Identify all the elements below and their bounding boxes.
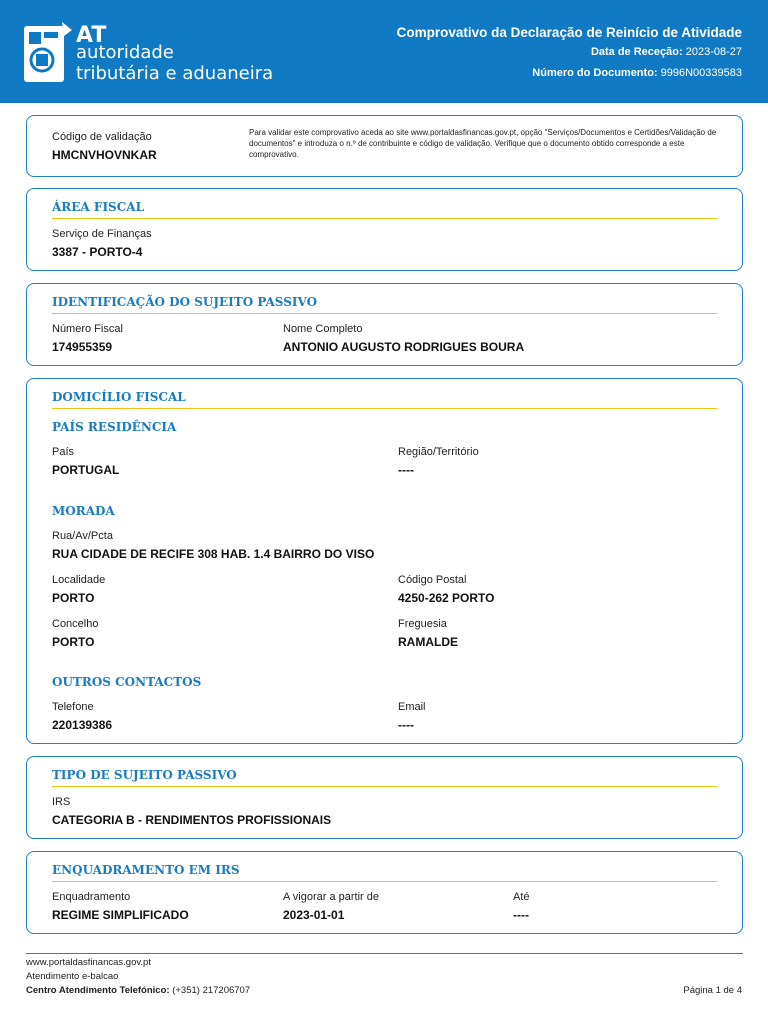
morada-title: MORADA <box>52 504 115 518</box>
reception-date-value: 2023-08-27 <box>685 46 742 58</box>
localidade-label: Localidade <box>52 574 106 586</box>
freguesia-value: RAMALDE <box>398 635 458 649</box>
servico-value: 3387 - PORTO-4 <box>52 245 143 259</box>
pais-value: PORTUGAL <box>52 463 120 477</box>
identificacao-title: IDENTIFICAÇÃO DO SUJEITO PASSIVO <box>52 295 318 309</box>
rua-value: RUA CIDADE DE RECIFE 308 HAB. 1.4 BAIRRO DO VISO <box>52 547 375 561</box>
divider <box>52 218 717 219</box>
pais-residencia-title: PAÍS RESIDÊNCIA <box>52 420 177 434</box>
telefone-value: 220139386 <box>52 718 113 732</box>
document-number-label: Número do Documento: <box>532 67 658 79</box>
nome-label: Nome Completo <box>283 323 363 335</box>
reception-date <box>591 46 742 58</box>
contactos-title: OUTROS CONTACTOS <box>52 675 202 689</box>
vigor-label: A vigorar a partir de <box>283 891 379 903</box>
enquadramento-title: ENQUADRAMENTO EM IRS <box>52 863 240 877</box>
at-logo-icon <box>24 22 72 86</box>
domicilio-title: DOMICÍLIO FISCAL <box>52 390 186 404</box>
pais-label: País <box>52 446 75 458</box>
concelho-label: Concelho <box>52 618 99 630</box>
nif-label: Número Fiscal <box>52 323 123 335</box>
footer-centro <box>26 985 250 996</box>
footer-site-link[interactable]: www.portaldasfinancas.gov.pt <box>26 957 151 968</box>
enquadramento-value: REGIME SIMPLIFICADO <box>52 908 189 922</box>
area-fiscal-title: ÁREA FISCAL <box>52 200 145 214</box>
enquadramento-label: Enquadramento <box>52 891 131 903</box>
codigo-postal-label: Código Postal <box>398 574 467 586</box>
footer-centro-label: Centro Atendimento Telefónico: <box>26 985 170 996</box>
rua-label: Rua/Av/Pcta <box>52 530 113 542</box>
enquadramento-card <box>26 851 743 934</box>
validation-code: HMCNVHOVNKAR <box>52 148 157 162</box>
domicilio-card <box>26 378 743 744</box>
divider <box>52 881 717 882</box>
email-value: ---- <box>398 718 414 732</box>
area-fiscal-card <box>26 188 743 271</box>
page-number: Página 1 de 4 <box>683 985 742 996</box>
localidade-value: PORTO <box>52 591 95 605</box>
nome-value: ANTONIO AUGUSTO RODRIGUES BOURA <box>283 340 525 354</box>
divider <box>52 408 717 409</box>
concelho-value: PORTO <box>52 635 95 649</box>
irs-value: CATEGORIA B - RENDIMENTOS PROFISSIONAIS <box>52 813 332 827</box>
regiao-value: ---- <box>398 463 414 477</box>
telefone-label: Telefone <box>52 701 94 713</box>
nif-value: 174955359 <box>52 340 113 354</box>
page-header <box>0 0 768 103</box>
footer-atendimento: Atendimento e-balcao <box>26 971 119 982</box>
validation-instructions: Para validar este comprovativo aceda ao site www.portaldasfinancas.gov.pt, opção "Serviços/Documentos e Certidões/Validação de documentos" e introduza o n.º de contribuinte e código de validação. Verifique que o documento obtido corresponde a este comprovativo. <box>249 128 717 159</box>
codigo-postal-value: 4250-262 PORTO <box>398 591 495 605</box>
logo-at-text: AT <box>76 23 107 48</box>
irs-label: IRS <box>52 796 71 808</box>
divider <box>52 786 717 787</box>
document-title: Comprovativo da Declaração de Reinício de Atividade <box>396 25 742 40</box>
footer-divider <box>26 953 743 954</box>
validation-label: Código de validação <box>52 131 152 143</box>
tipo-sujeito-title: TIPO DE SUJEITO PASSIVO <box>52 768 237 782</box>
freguesia-label: Freguesia <box>398 618 447 630</box>
servico-label: Serviço de Finanças <box>52 228 152 240</box>
email-label: Email <box>398 701 426 713</box>
document-number <box>532 67 742 79</box>
document-number-value: 9996N00339583 <box>660 67 742 79</box>
tipo-sujeito-card <box>26 756 743 839</box>
logo-line2: tributária e aduaneira <box>76 63 274 84</box>
identificacao-card <box>26 283 743 366</box>
regiao-label: Região/Território <box>398 446 479 458</box>
ate-value: ---- <box>513 908 529 922</box>
reception-date-label: Data de Receção: <box>590 46 683 58</box>
ate-label: Até <box>513 891 530 903</box>
validation-card <box>26 115 743 177</box>
footer-centro-value: (+351) 217206707 <box>172 985 251 996</box>
logo-line1: autoridade <box>76 42 174 63</box>
divider <box>52 313 717 314</box>
vigor-value: 2023-01-01 <box>283 908 345 922</box>
